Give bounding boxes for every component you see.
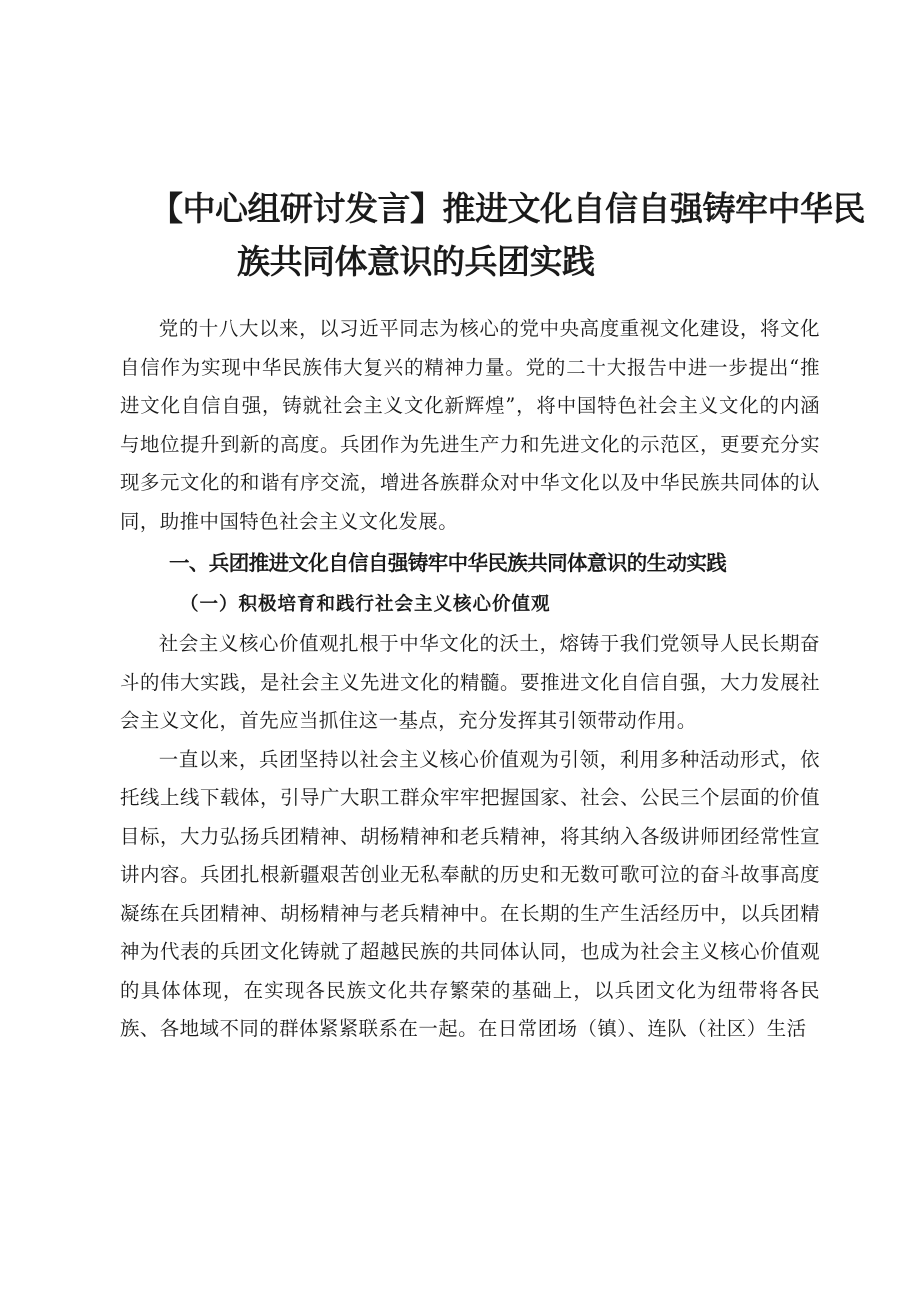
body-paragraph: 一直以来，兵团坚持以社会主义核心价值观为引领，利用多种活动形式，依托线上线下载体，引导广大职工群众牢牢把握国家、社会、公民三个层面的价值目标，大力弘扬兵团精神、胡杨精神和老兵精神，将其纳入各级讲师团经常性宣讲内容。兵团扎根新疆艰苦创业无私奉献的历史和无数可歌可泣的奋斗故事高度凝练在兵团精神、胡杨精神与老兵精神中。在长期的生产生活经历中，以兵团精神为代表的兵团文化铸就了超越民族的共同体认同，也成为社会主义核心价值观的具体体现，在实现各民族文化共存繁荣的基础上，以兵团文化为纽带将各民族、各地域不同的群体紧紧联系在一起。在日常团场（镇）、连队（社区）生活: [120, 747, 820, 1040]
title-line-1: 【中心组研讨发言】推进文化自信自强铸牢中华民: [150, 189, 865, 229]
title-line-2: 族共同体意识的兵团实践: [237, 242, 595, 282]
body-paragraph: 社会主义核心价值观扎根于中华文化的沃土，熔铸于我们党领导人民长期奋斗的伟大实践，是社会主义先进文化的精髓。要推进文化自信自强，大力发展社会主义文化，首先应当抓住这一基点，充分发挥其引领带动作用。: [120, 632, 820, 732]
document-body: [120, 310, 820, 1049]
intro-paragraph: 党的十八大以来，以习近平同志为核心的党中央高度重视文化建设，将文化自信作为实现中华民族伟大复兴的精神力量。党的二十大报告中进一步提出“推进文化自信自强，铸就社会主义文化新辉煌”，将中国特色社会主义文化的内涵与地位提升到新的高度。兵团作为先进生产力和先进文化的示范区，更要充分实现多元文化的和谐有序交流，增进各族群众对中华文化以及中华民族共同体的认同，助推中国特色社会主义文化发展。: [120, 317, 820, 533]
subsection-heading: （一）积极培育和践行社会主义核心价值观: [180, 594, 551, 615]
section-heading: 一、兵团推进文化自信自强铸牢中华民族共同体意识的生动实践: [169, 551, 727, 575]
document-title: [150, 182, 865, 288]
